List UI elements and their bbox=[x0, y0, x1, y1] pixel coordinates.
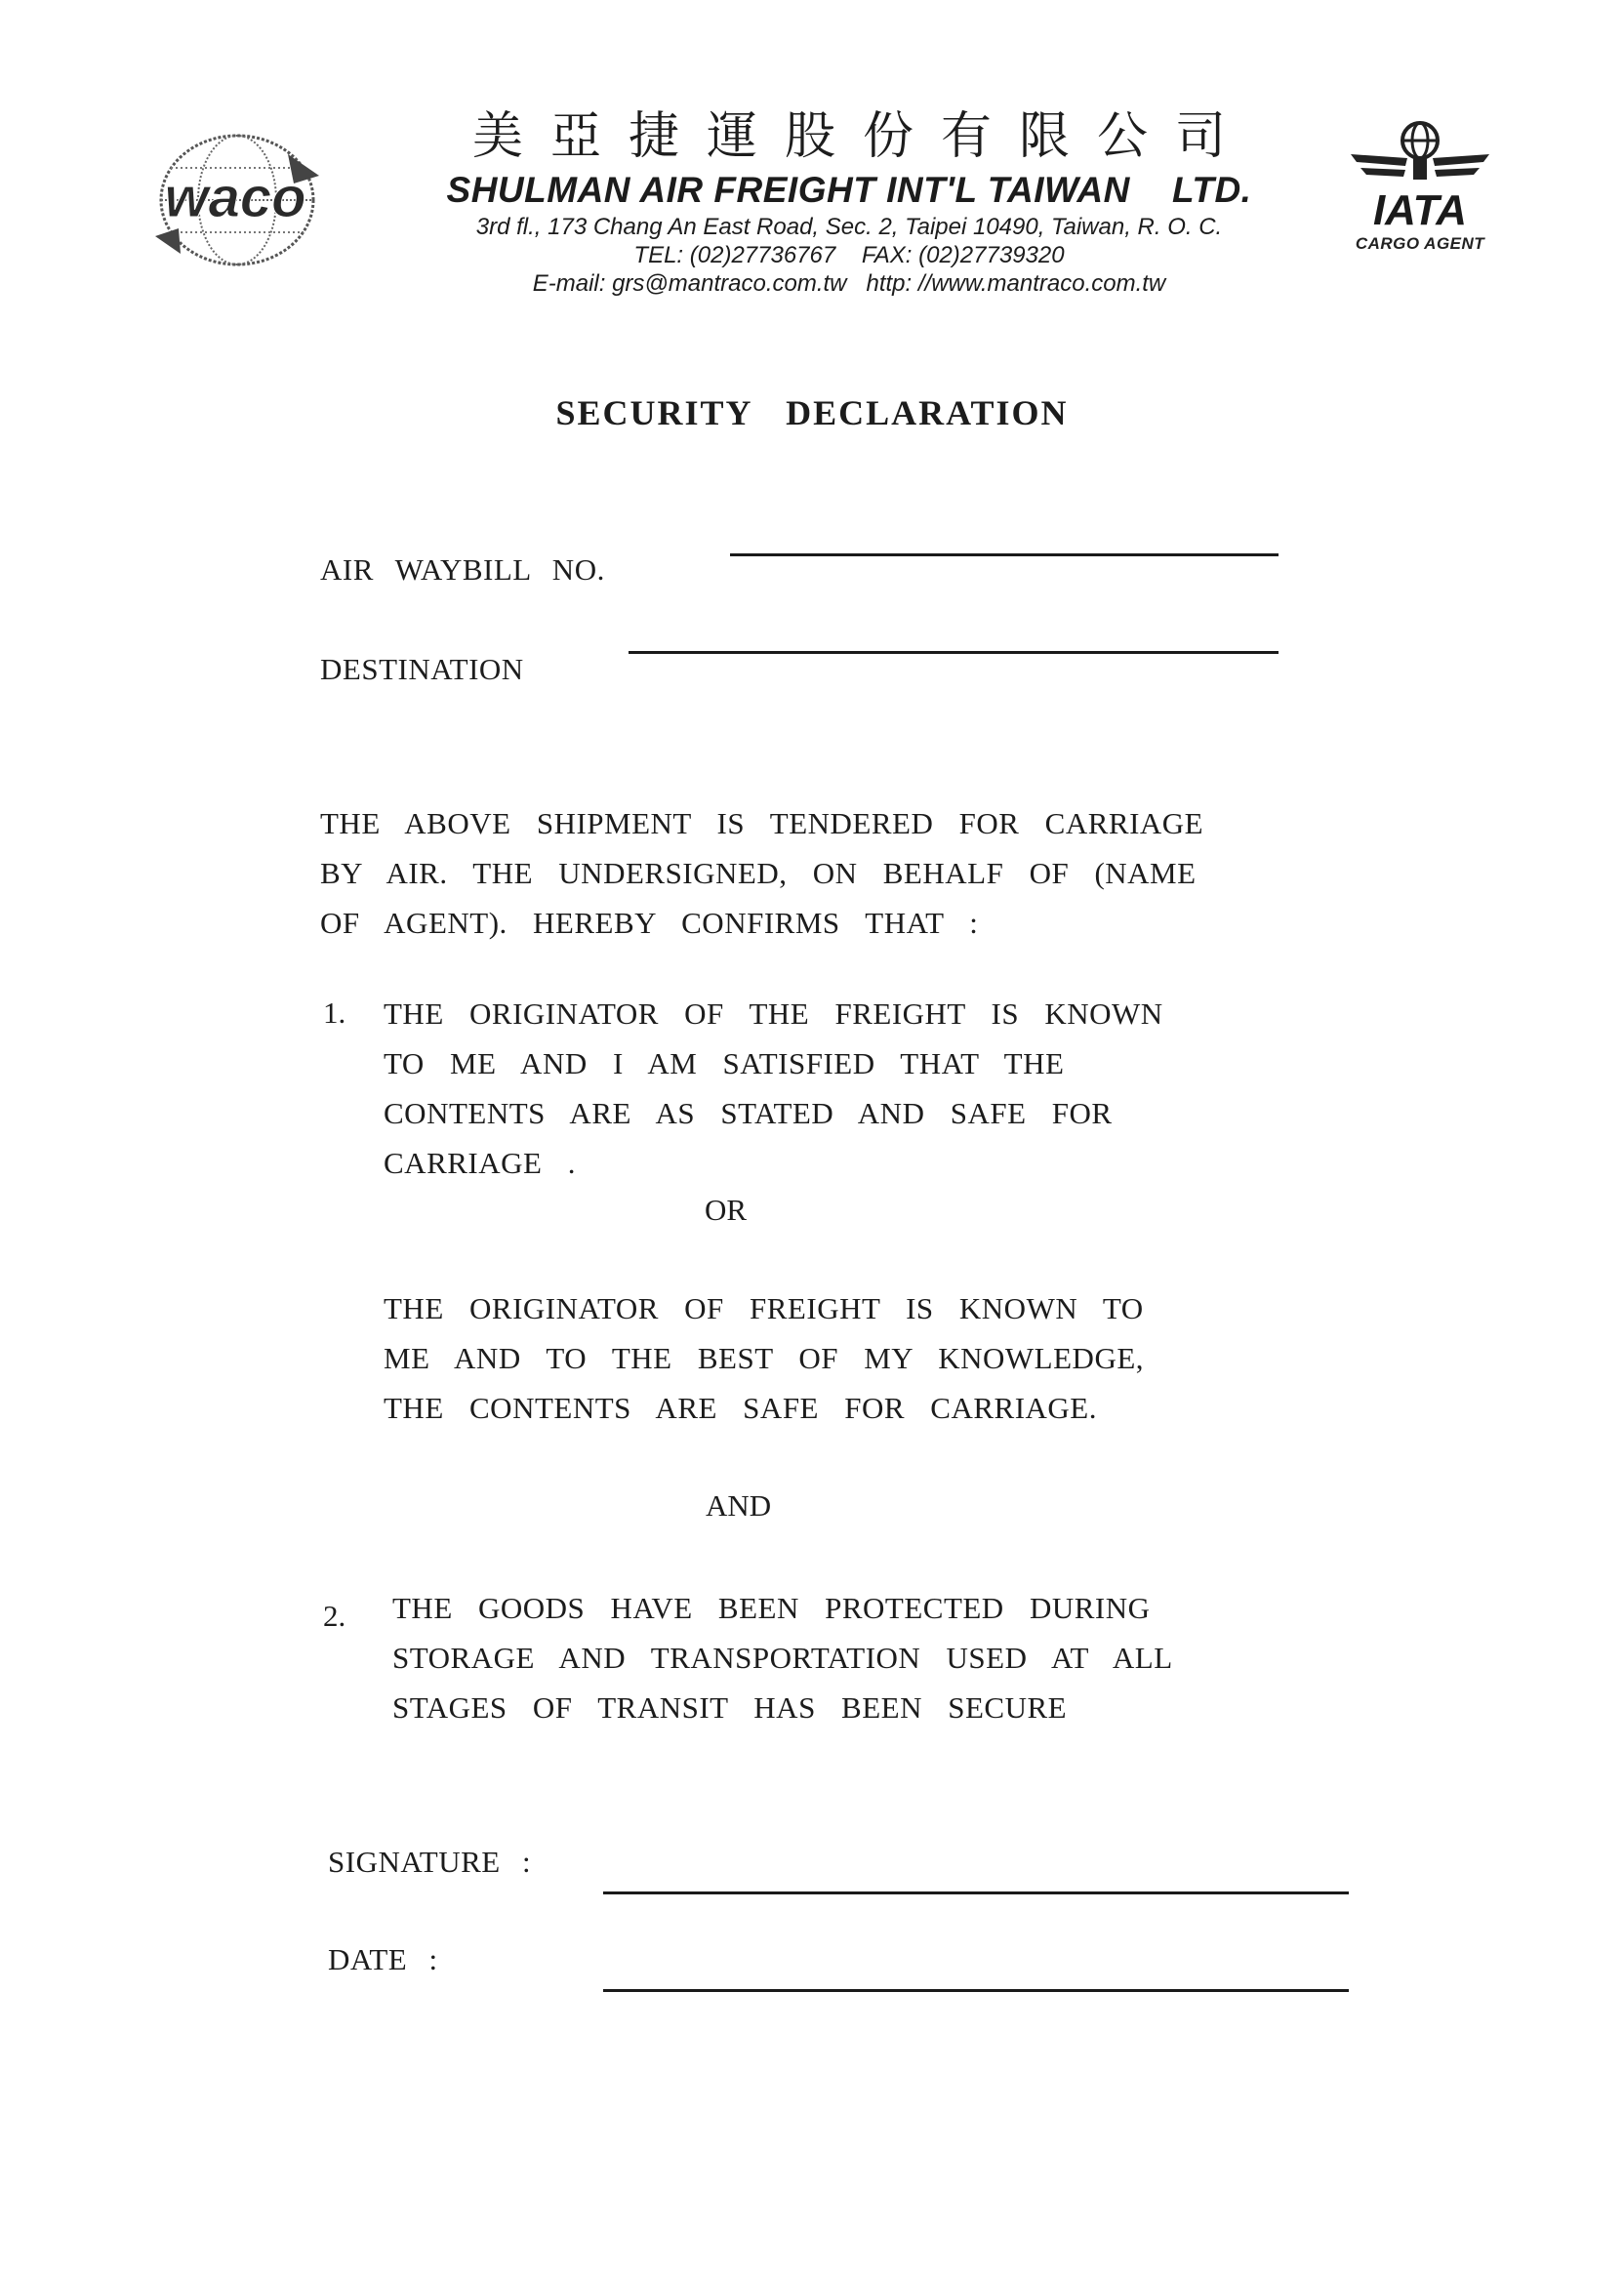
iata-logo-text: IATA bbox=[1372, 186, 1468, 232]
signature-input-line[interactable] bbox=[603, 1891, 1349, 1894]
item-1-text: THE ORIGINATOR OF THE FREIGHT IS KNOWN TO ME AND I AM SATISFIED THAT THE CONTENTS ARE AS STATED AND SAFE FOR CARRIAGE . bbox=[384, 996, 1163, 1180]
date-label: DATE : bbox=[328, 1942, 438, 1976]
item-2-text: THE GOODS HAVE BEEN PROTECTED DURING STORAGE AND TRANSPORTATION USED AT ALL STAGES OF TRANSIT HAS BEEN SECURE bbox=[392, 1591, 1173, 1725]
company-chinese-name: 美亞捷運股份有限公司 bbox=[471, 107, 1253, 166]
destination-input-line[interactable] bbox=[629, 651, 1279, 654]
iata-cargo-agent: CARGO AGENT bbox=[1355, 234, 1485, 253]
company-phone-fax: TEL: (02)27736767 FAX: (02)27739320 bbox=[633, 242, 1065, 268]
air-waybill-input-line[interactable] bbox=[730, 553, 1279, 556]
waco-logo bbox=[151, 127, 322, 273]
letterhead bbox=[390, 105, 1308, 298]
iata-globe-icon bbox=[1347, 115, 1493, 232]
company-email-web: E-mail: grs@mantraco.com.tw http: //www.mantraco.com.tw bbox=[532, 270, 1166, 297]
company-name: SHULMAN AIR FREIGHT INT'L TAIWAN LTD. bbox=[446, 170, 1252, 210]
intro-paragraph: THE ABOVE SHIPMENT IS TENDERED FOR CARRIAGE BY AIR. THE UNDERSIGNED, ON BEHALF OF (NAME OF AGENT). HEREBY CONFIRMS THAT : bbox=[320, 806, 1204, 940]
or-separator: OR bbox=[705, 1193, 748, 1227]
globe-icon bbox=[151, 127, 322, 273]
document-title: SECURITY DECLARATION bbox=[555, 393, 1069, 432]
and-separator: AND bbox=[706, 1488, 772, 1523]
item-2-number: 2. bbox=[323, 1599, 346, 1633]
date-input-line[interactable] bbox=[603, 1989, 1349, 1992]
iata-logo bbox=[1347, 115, 1493, 291]
item-1-alternative-text: THE ORIGINATOR OF FREIGHT IS KNOWN TO ME AND TO THE BEST OF MY KNOWLEDGE, THE CONTENTS ARE SAFE FOR CARRIAGE. bbox=[384, 1291, 1145, 1425]
destination-label: DESTINATION bbox=[320, 652, 524, 686]
company-address: 3rd fl., 173 Chang An East Road, Sec. 2, Taipei 10490, Taiwan, R. O. C. bbox=[475, 214, 1223, 240]
air-waybill-label: AIR WAYBILL NO. bbox=[320, 552, 605, 587]
waco-logo-text: waco bbox=[164, 166, 306, 229]
item-1-number: 1. bbox=[323, 996, 346, 1030]
signature-label: SIGNATURE : bbox=[328, 1845, 532, 1879]
